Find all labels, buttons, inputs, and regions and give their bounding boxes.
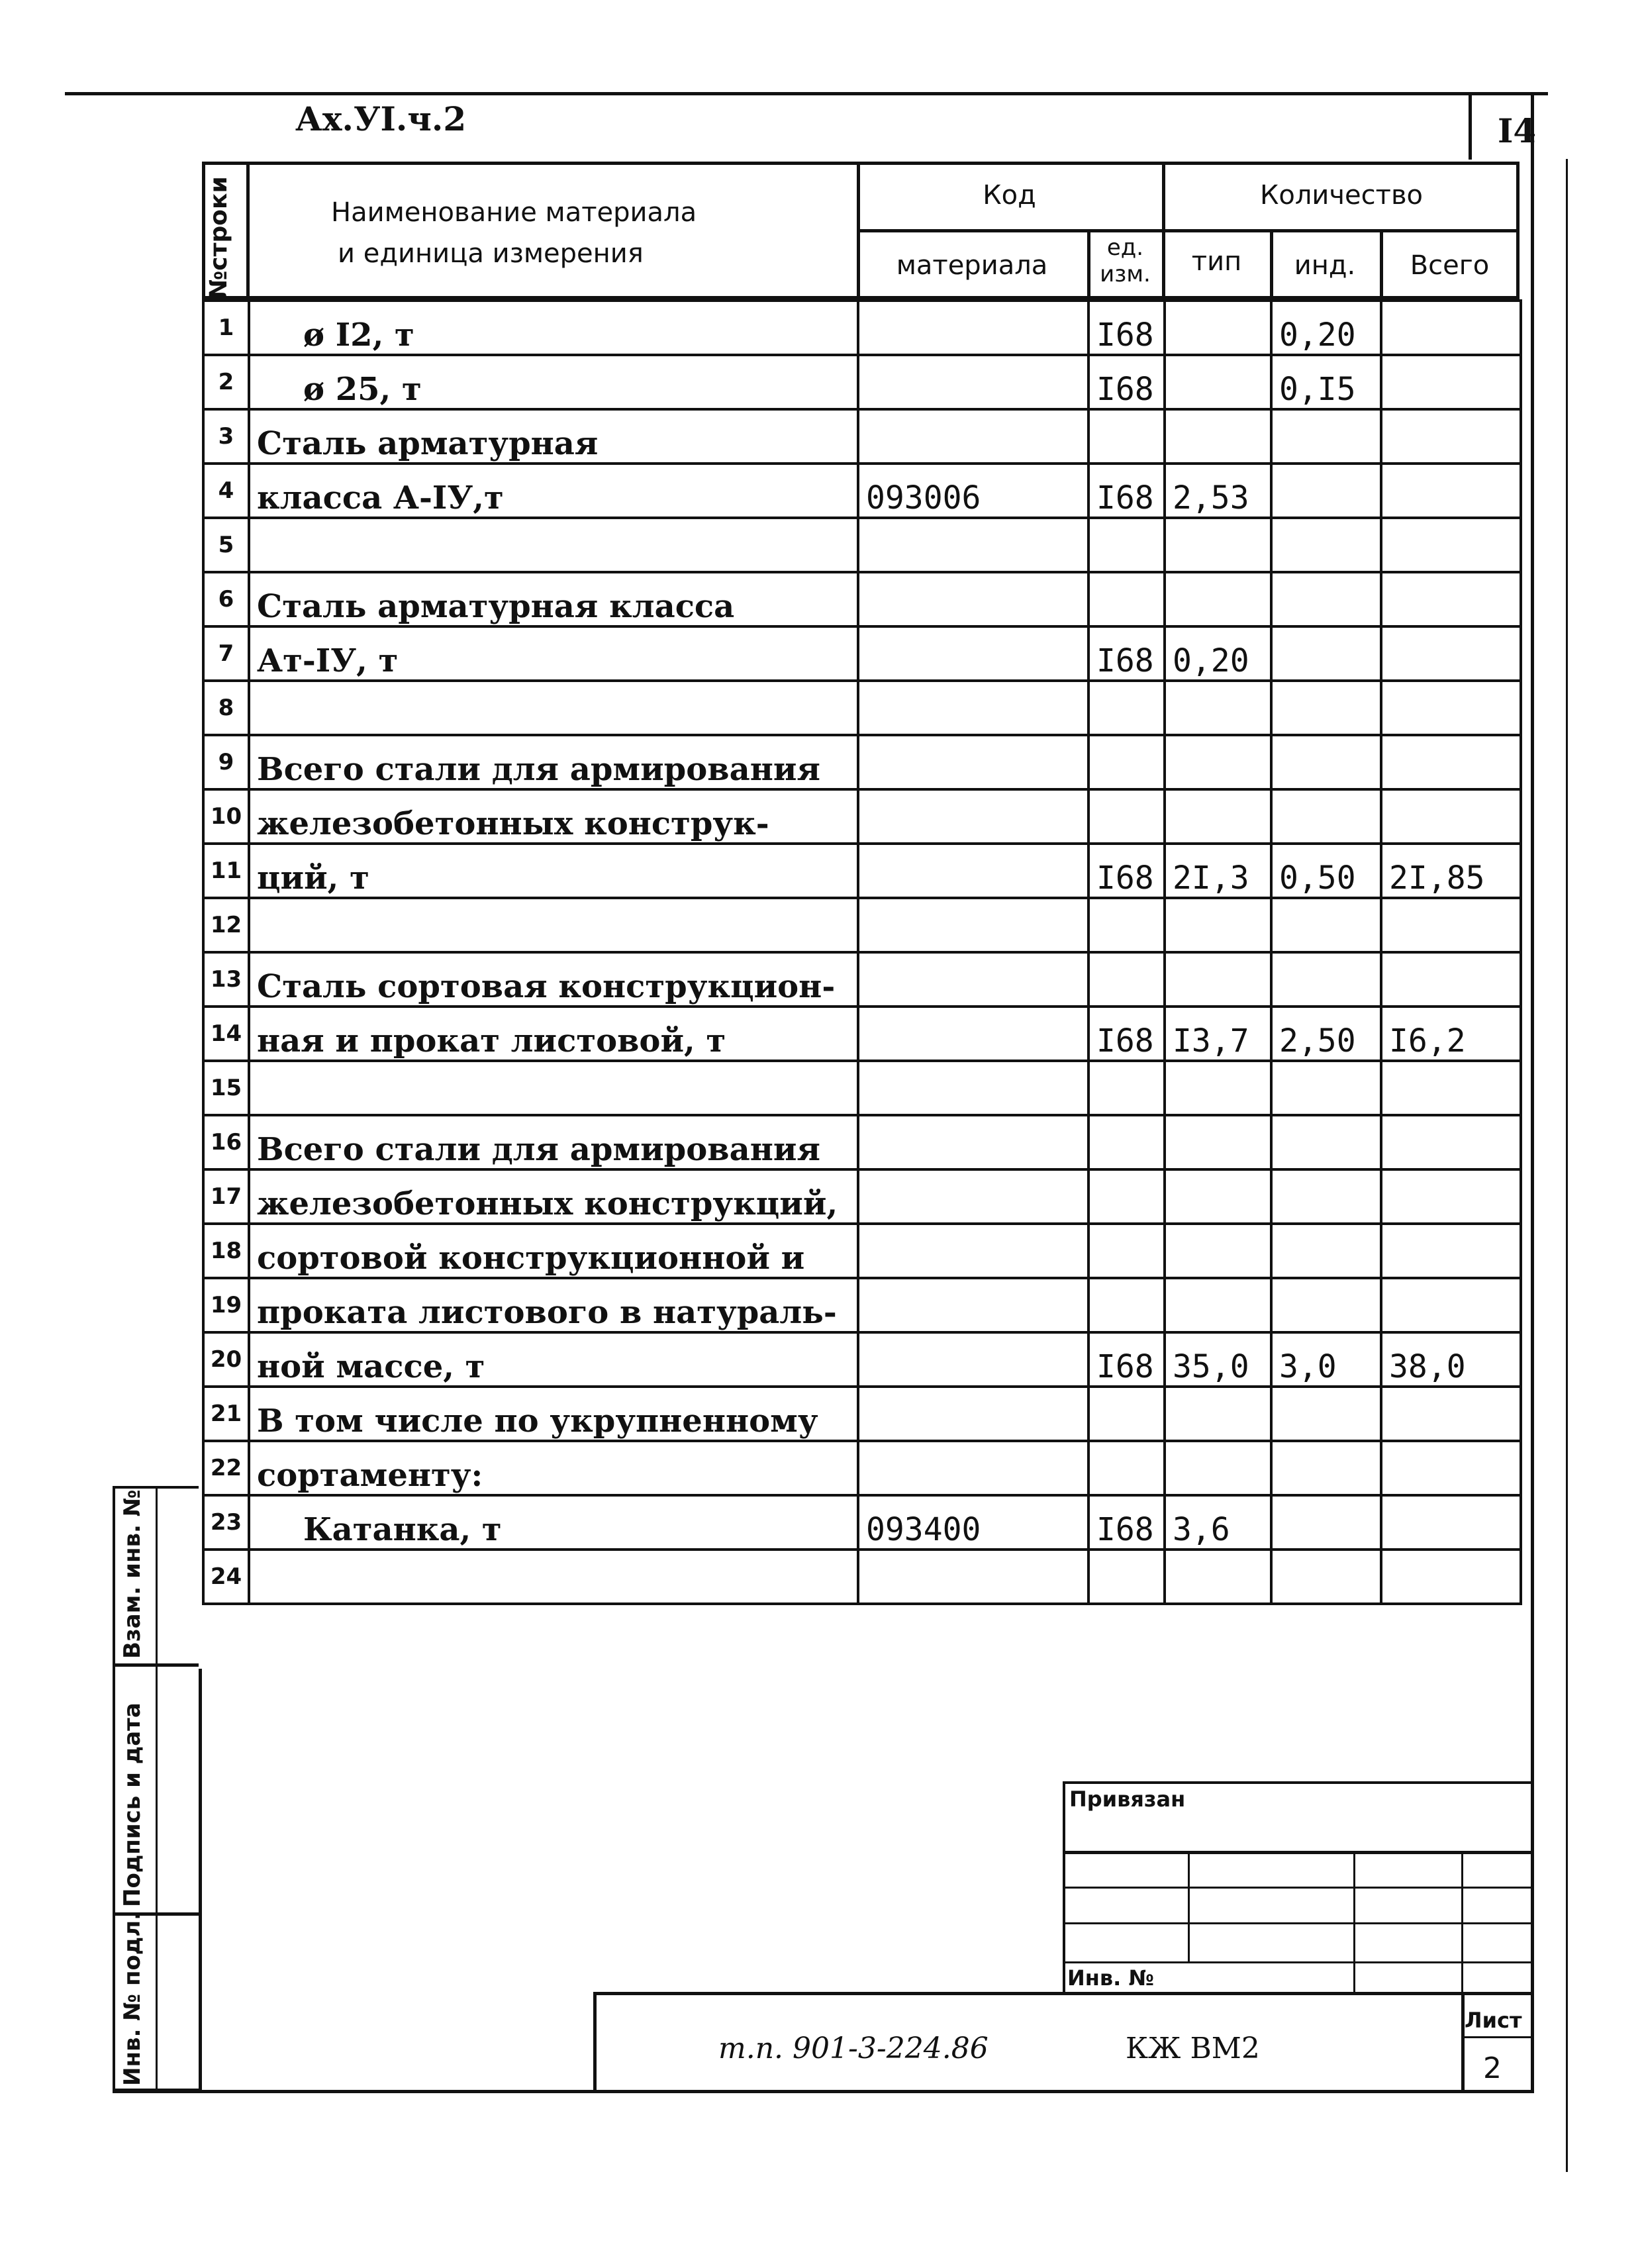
- cell-material: [858, 1169, 1088, 1224]
- table-row: [203, 518, 1521, 572]
- cell-ind: [1271, 626, 1381, 681]
- cell-unit: [1088, 952, 1165, 1007]
- cell-type: [1165, 409, 1271, 464]
- header-unit-2: изм.: [1100, 261, 1151, 287]
- cell-name: Сталь арматурная класса: [249, 572, 858, 626]
- table-row: [203, 301, 1521, 355]
- cell-ind: [1271, 464, 1381, 518]
- cell-no: 21: [203, 1387, 249, 1441]
- table-row: [203, 735, 1521, 789]
- right-border: [1531, 93, 1534, 2093]
- cell-name: проката листового в натураль-: [249, 1278, 858, 1332]
- cell-unit: I68: [1088, 301, 1165, 355]
- cell-total: [1381, 301, 1521, 355]
- cell-name: [249, 518, 858, 572]
- cell-unit: I68: [1088, 1332, 1165, 1387]
- cell-name: [249, 1550, 858, 1604]
- cell-ind: [1271, 735, 1381, 789]
- cell-name: ций, т: [249, 844, 858, 898]
- cell-name: Всего стали для армирования: [249, 1115, 858, 1169]
- cell-material: [858, 1441, 1088, 1495]
- cell-no: 2: [203, 355, 249, 409]
- cell-name: Ат-IУ, т: [249, 626, 858, 681]
- cell-unit: [1088, 572, 1165, 626]
- cell-type: [1165, 1387, 1271, 1441]
- cell-name: сортовой конструкционной и: [249, 1224, 858, 1278]
- table-row: [203, 464, 1521, 518]
- cell-total: [1381, 355, 1521, 409]
- cell-type: I3,7: [1165, 1007, 1271, 1061]
- cell-total: [1381, 626, 1521, 681]
- cell-ind: [1271, 1061, 1381, 1115]
- cell-total: I6,2: [1381, 1007, 1521, 1061]
- cell-type: 35,0: [1165, 1332, 1271, 1387]
- header-material: материала: [896, 250, 1048, 281]
- cell-material: [858, 1115, 1088, 1169]
- binding-row-line: [1063, 1961, 1531, 1963]
- cell-unit: I68: [1088, 1495, 1165, 1550]
- bound-to-label: Привязан: [1069, 1787, 1186, 1812]
- table-row: [203, 898, 1521, 952]
- table-row: [203, 1387, 1521, 1441]
- cell-material: [858, 1007, 1088, 1061]
- cell-total: [1381, 1115, 1521, 1169]
- cell-ind: [1271, 898, 1381, 952]
- table-row: [203, 1550, 1521, 1604]
- cell-material: [858, 409, 1088, 464]
- cell-type: [1165, 898, 1271, 952]
- cell-no: 14: [203, 1007, 249, 1061]
- table-row: [203, 355, 1521, 409]
- cell-total: [1381, 409, 1521, 464]
- top-border: [65, 92, 1548, 95]
- cell-ind: [1271, 1495, 1381, 1550]
- header-ind: инд.: [1294, 250, 1356, 281]
- cell-type: [1165, 789, 1271, 844]
- cell-ind: 0,20: [1271, 301, 1381, 355]
- cell-name: железобетонных конструкций,: [249, 1169, 858, 1224]
- table-row: [203, 1278, 1521, 1332]
- cell-ind: [1271, 1115, 1381, 1169]
- table-row: [203, 1224, 1521, 1278]
- cell-ind: [1271, 1224, 1381, 1278]
- cell-total: 2I,85: [1381, 844, 1521, 898]
- cell-name: Сталь арматурная: [249, 409, 858, 464]
- cell-total: [1381, 898, 1521, 952]
- cell-total: [1381, 1224, 1521, 1278]
- cell-ind: [1271, 409, 1381, 464]
- header-type: тип: [1191, 246, 1242, 277]
- cell-total: [1381, 1278, 1521, 1332]
- cell-name: ной массе, т: [249, 1332, 858, 1387]
- cell-no: 8: [203, 681, 249, 735]
- table-row: [203, 626, 1521, 681]
- cell-no: 12: [203, 898, 249, 952]
- cell-total: [1381, 1169, 1521, 1224]
- cell-type: [1165, 572, 1271, 626]
- cell-ind: 0,I5: [1271, 355, 1381, 409]
- cell-ind: 3,0: [1271, 1332, 1381, 1387]
- cell-ind: [1271, 1169, 1381, 1224]
- cell-total: 38,0: [1381, 1332, 1521, 1387]
- binding-col-line: [1461, 1851, 1463, 1993]
- header-name-line1: Наименование материала: [331, 197, 697, 228]
- cell-total: [1381, 952, 1521, 1007]
- cell-unit: [1088, 1115, 1165, 1169]
- cell-type: [1165, 1224, 1271, 1278]
- header-code: Код: [983, 180, 1036, 211]
- cell-material: [858, 1332, 1088, 1387]
- cell-type: 0,20: [1165, 626, 1271, 681]
- page-number-divider: [1469, 93, 1472, 160]
- cell-material: [858, 952, 1088, 1007]
- cell-name: В том числе по укрупненному: [249, 1387, 858, 1441]
- cell-material: [858, 301, 1088, 355]
- cell-total: [1381, 1387, 1521, 1441]
- table-row: [203, 1169, 1521, 1224]
- cell-material: [858, 681, 1088, 735]
- binding-row-line: [1063, 1851, 1531, 1854]
- header-name-line2: и единица измерения: [338, 238, 644, 269]
- table-row: [203, 1495, 1521, 1550]
- header-divider: [246, 162, 250, 299]
- cell-unit: [1088, 1441, 1165, 1495]
- cell-unit: I68: [1088, 844, 1165, 898]
- cell-material: 093400: [858, 1495, 1088, 1550]
- cell-name: железобетонных конструк-: [249, 789, 858, 844]
- cell-ind: [1271, 789, 1381, 844]
- cell-name: ø I2, т: [249, 301, 858, 355]
- table-row: [203, 1115, 1521, 1169]
- cell-ind: 2,50: [1271, 1007, 1381, 1061]
- cell-no: 18: [203, 1224, 249, 1278]
- cell-total: [1381, 518, 1521, 572]
- cell-unit: [1088, 789, 1165, 844]
- cell-total: [1381, 735, 1521, 789]
- cell-ind: [1271, 952, 1381, 1007]
- cell-no: 15: [203, 1061, 249, 1115]
- cell-unit: [1088, 409, 1165, 464]
- binding-row-line: [1063, 1887, 1531, 1889]
- right-edge-line: [1566, 159, 1568, 2172]
- cell-ind: [1271, 572, 1381, 626]
- cell-no: 22: [203, 1441, 249, 1495]
- cell-total: [1381, 681, 1521, 735]
- cell-total: [1381, 1495, 1521, 1550]
- cell-type: [1165, 518, 1271, 572]
- cell-unit: [1088, 518, 1165, 572]
- table-row: [203, 409, 1521, 464]
- cell-type: 2I,3: [1165, 844, 1271, 898]
- table-row: [203, 1441, 1521, 1495]
- cell-material: [858, 518, 1088, 572]
- table-row: [203, 952, 1521, 1007]
- cell-no: 3: [203, 409, 249, 464]
- cell-type: 2,53: [1165, 464, 1271, 518]
- sheet-reference: Ах.УI.ч.2: [295, 99, 467, 138]
- signature-date-label: Подпись и дата: [119, 1702, 146, 1907]
- replaced-inv-label: Взам. инв. №: [119, 1489, 146, 1659]
- cell-material: [858, 626, 1088, 681]
- cell-no: 16: [203, 1115, 249, 1169]
- cell-type: [1165, 1169, 1271, 1224]
- document-mark: КЖ ВМ2: [1126, 2032, 1260, 2065]
- cell-name: [249, 681, 858, 735]
- cell-name: [249, 1061, 858, 1115]
- binding-col-line: [1188, 1851, 1190, 1962]
- cell-type: [1165, 355, 1271, 409]
- cell-no: 13: [203, 952, 249, 1007]
- cell-no: 10: [203, 789, 249, 844]
- cell-unit: I68: [1088, 355, 1165, 409]
- cell-name: класса А-IУ,т: [249, 464, 858, 518]
- table-row: [203, 572, 1521, 626]
- inv-no-label: Инв. №: [1067, 1965, 1154, 1991]
- cell-type: [1165, 1115, 1271, 1169]
- cell-no: 17: [203, 1169, 249, 1224]
- sheet-box-divider: [1461, 2036, 1531, 2038]
- cell-type: [1165, 301, 1271, 355]
- page-number: I4: [1498, 111, 1537, 150]
- sheet-label: Лист: [1465, 2008, 1522, 2033]
- cell-material: [858, 572, 1088, 626]
- cell-name: ная и прокат листовой, т: [249, 1007, 858, 1061]
- cell-total: [1381, 1550, 1521, 1604]
- cell-unit: [1088, 1224, 1165, 1278]
- cell-material: [858, 789, 1088, 844]
- cell-unit: [1088, 1278, 1165, 1332]
- cell-total: [1381, 464, 1521, 518]
- cell-material: [858, 355, 1088, 409]
- cell-type: [1165, 681, 1271, 735]
- inv-original-label: Инв. № подл.: [119, 1911, 146, 2086]
- side-stamp-divider: [156, 1486, 158, 2091]
- cell-unit: I68: [1088, 626, 1165, 681]
- table-row: [203, 844, 1521, 898]
- cell-no: 6: [203, 572, 249, 626]
- cell-material: 093006: [858, 464, 1088, 518]
- cell-no: 1: [203, 301, 249, 355]
- cell-name: [249, 898, 858, 952]
- cell-unit: [1088, 681, 1165, 735]
- cell-type: [1165, 1278, 1271, 1332]
- cell-material: [858, 844, 1088, 898]
- sheet-number: 2: [1483, 2051, 1502, 2085]
- cell-unit: [1088, 898, 1165, 952]
- cell-unit: [1088, 1169, 1165, 1224]
- cell-no: 7: [203, 626, 249, 681]
- cell-ind: [1271, 681, 1381, 735]
- header-quantity: Количество: [1259, 180, 1423, 211]
- cell-no: 20: [203, 1332, 249, 1387]
- cell-type: [1165, 1441, 1271, 1495]
- cell-ind: [1271, 1550, 1381, 1604]
- binding-col-line: [1353, 1851, 1355, 1993]
- cell-no: 4: [203, 464, 249, 518]
- cell-material: [858, 898, 1088, 952]
- left-border: [199, 1669, 202, 2093]
- side-stamp-divider: [113, 1663, 199, 1667]
- binding-row-line: [1063, 1922, 1531, 1924]
- document-code: т.п. 901-3-224.86: [718, 2032, 989, 2065]
- cell-unit: [1088, 1387, 1165, 1441]
- cell-name: Всего стали для армирования: [249, 735, 858, 789]
- cell-material: [858, 1061, 1088, 1115]
- cell-no: 24: [203, 1550, 249, 1604]
- cell-ind: 0,50: [1271, 844, 1381, 898]
- cell-unit: [1088, 1550, 1165, 1604]
- cell-unit: [1088, 735, 1165, 789]
- cell-type: 3,6: [1165, 1495, 1271, 1550]
- cell-unit: I68: [1088, 464, 1165, 518]
- cell-type: [1165, 1061, 1271, 1115]
- cell-no: 5: [203, 518, 249, 572]
- cell-name: ø 25, т: [249, 355, 858, 409]
- header-row-no: №строки: [205, 176, 232, 299]
- cell-no: 19: [203, 1278, 249, 1332]
- cell-name: Катанка, т: [249, 1495, 858, 1550]
- cell-ind: [1271, 1387, 1381, 1441]
- cell-ind: [1271, 1441, 1381, 1495]
- cell-unit: [1088, 1061, 1165, 1115]
- table-row: [203, 789, 1521, 844]
- cell-ind: [1271, 518, 1381, 572]
- cell-type: [1165, 952, 1271, 1007]
- cell-total: [1381, 1061, 1521, 1115]
- cell-ind: [1271, 1278, 1381, 1332]
- cell-type: [1165, 1550, 1271, 1604]
- cell-material: [858, 1387, 1088, 1441]
- cell-material: [858, 1224, 1088, 1278]
- materials-table: [202, 299, 1522, 1605]
- cell-material: [858, 1278, 1088, 1332]
- table-row: [203, 1061, 1521, 1115]
- cell-total: [1381, 789, 1521, 844]
- header-total: Всего: [1410, 250, 1490, 281]
- cell-no: 9: [203, 735, 249, 789]
- table-row: [203, 681, 1521, 735]
- cell-material: [858, 735, 1088, 789]
- cell-no: 23: [203, 1495, 249, 1550]
- cell-name: Сталь сортовая конструкцион-: [249, 952, 858, 1007]
- header-divider: [857, 229, 1520, 232]
- cell-material: [858, 1550, 1088, 1604]
- cell-unit: I68: [1088, 1007, 1165, 1061]
- cell-type: [1165, 735, 1271, 789]
- cell-total: [1381, 1441, 1521, 1495]
- header-unit-1: ед.: [1106, 234, 1144, 261]
- cell-no: 11: [203, 844, 249, 898]
- cell-total: [1381, 572, 1521, 626]
- table-row: [203, 1007, 1521, 1061]
- cell-name: сортаменту:: [249, 1441, 858, 1495]
- table-row: [203, 1332, 1521, 1387]
